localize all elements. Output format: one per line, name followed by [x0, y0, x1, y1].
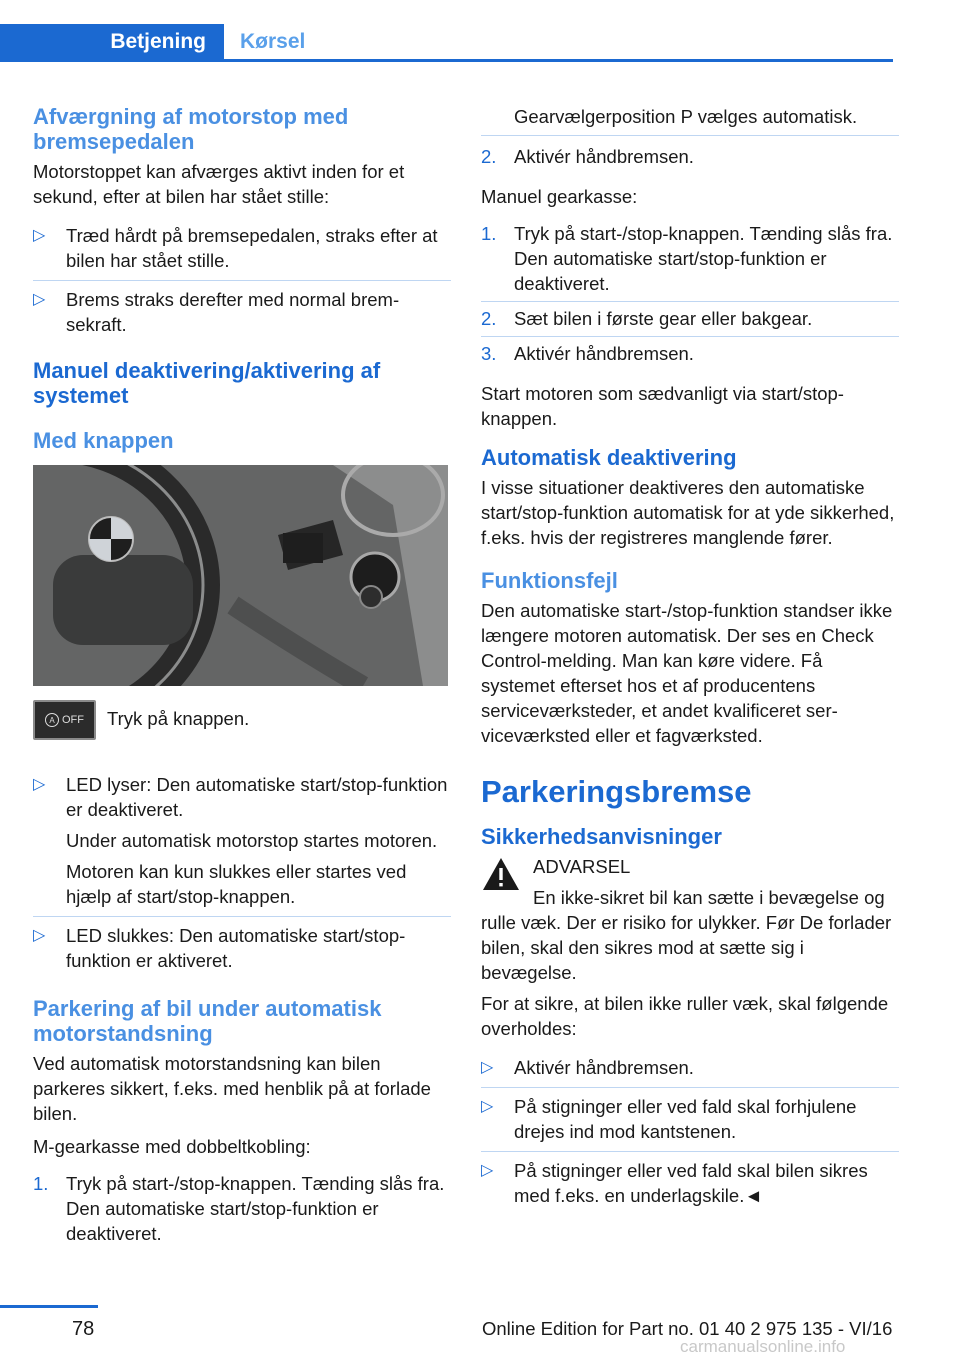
steering-wheel-photo [33, 465, 448, 686]
list-item: 2. Aktivér håndbremsen. [481, 146, 694, 167]
warning-block [481, 854, 899, 985]
mgear-list [33, 1167, 451, 1251]
triangle-bullet-icon: ▷ [481, 1059, 494, 1076]
heading-parkeringsbremse: Parkeringsbremse [481, 774, 752, 809]
steering-wheel-illustration [33, 465, 448, 686]
paragraph-mgear: M-gearkasse med dobbeltkobling: [33, 1136, 311, 1157]
led-list [33, 766, 451, 980]
triangle-bullet-icon: ▷ [481, 1162, 494, 1179]
off-button-row [33, 700, 451, 758]
tab-betjening-label: Betjening [110, 30, 206, 53]
edition-text: Online Edition for Part no. 01 40 2 975 135 - VI/16 [482, 1318, 893, 1339]
manuel-gear-list [481, 217, 899, 371]
triangle-bullet-icon: ▷ [33, 227, 46, 244]
list-item: ▷ Brems straks derefter med normal bremsekraft. [33, 289, 400, 335]
triangle-bullet-icon: ▷ [33, 291, 46, 308]
paragraph-start: Start motoren som sædvanligt via start/stop-knappen. [481, 383, 844, 429]
tab-betjening[interactable] [0, 24, 224, 60]
triangle-bullet-icon: ▷ [33, 776, 46, 793]
heading-parkering: Parkering af bil under automatisk motorstandsning [33, 996, 382, 1046]
list-item: ▷ LED lyser: Den automatiske start/stop-funktion er deaktiveret. Under automatisk motorstop startes motoren. Motoren kan kun slukkes eller startes ved hjælp af start/stop-knappen. [33, 766, 451, 917]
list-item: 3. Aktivér håndbremsen. [481, 343, 694, 364]
list-item: ▷ På stigninger eller ved fald skal forhjulene drejes ind mod kantstenen. [481, 1088, 899, 1152]
triangle-bullet-icon: ▷ [33, 927, 46, 944]
chapter-tabbar [0, 24, 893, 62]
mgear-list-continued [481, 140, 899, 174]
paragraph-auto: I visse situationer deaktiveres den automatiske start/stop-funktion automatisk for at yde sikkerhed, f.eks. hvis der registreres manglende fører. [481, 477, 895, 548]
tryk-paa-knappen: Tryk på knappen. [107, 708, 250, 729]
warning-title: ADVARSEL [533, 856, 631, 877]
list-item: ▷ Træd hårdt på bremsepedalen, straks efter at bilen har stået stille. [33, 217, 451, 281]
tab-korsel[interactable]: Kørsel [240, 30, 306, 53]
heading-manuel: Manuel deaktivering/aktivering af systemet [33, 358, 381, 408]
heading-auto-deaktivering: Automatisk deaktivering [481, 445, 737, 470]
right-column [481, 104, 899, 1225]
heading-afvaergning: Afværgning af motorstop med bremsepedalen [33, 104, 349, 154]
afvaergning-list [33, 217, 451, 344]
continued-text: Gearvælgerposition P vælges automatisk. [481, 104, 899, 136]
auto-start-stop-off-button-icon: A OFF [33, 700, 96, 740]
left-column [33, 98, 451, 1261]
heading-med-knappen: Med knappen [33, 428, 174, 453]
footer-rule [0, 1305, 98, 1308]
paragraph-parkering: Ved automatisk motorstandsning kan bilen parkeres sikkert, f.eks. med henblik på at forlade bilen. [33, 1053, 431, 1124]
auto-circle-icon: A [45, 713, 59, 727]
list-item: ▷ Aktivér håndbremsen. [481, 1049, 899, 1088]
list-item: 2. Sæt bilen i første gear eller bakgear. [481, 302, 899, 337]
warning-body: En ikke-sikret bil kan sætte i bevægelse og rulle væk. Der er risiko for ulykker. Før De forlader bilen, skal den sikres mod at sætte sig i bevægelse. [481, 887, 892, 983]
paragraph-sikre: For at sikre, at bilen ikke ruller væk, skal følgende overholdes: [481, 993, 889, 1039]
watermark: carmanualsonline.info [680, 1337, 846, 1356]
list-item: ▷ På stigninger eller ved fald skal bilen sikres med f.eks. en underlagskile.◄ [481, 1160, 868, 1206]
paragraph-fejl: Den automatiske start-/stop-funktion standser ikke længere motoren automatisk. Der ses en Check Control-melding. Man kan køre videre. Få systemet efterset hos et af producentens serviceværksteder, et andet kvalificeret serviceværksted eller et fagværksted. [481, 600, 893, 746]
list-item: 1. Tryk på start-/stop-knappen. Tænding slås fra. Den automatiske start/stop-funktion er deaktiveret. [481, 217, 899, 302]
list-item: 1. Tryk på start-/stop-knappen. Tænding slås fra. Den automatiske start/stop-funktion er deaktiveret. [33, 1173, 445, 1244]
heading-funktionsfejl: Funktionsfejl [481, 568, 618, 593]
triangle-bullet-icon: ▷ [481, 1098, 494, 1115]
page-number: 78 [72, 1318, 95, 1340]
warning-triangle-icon [481, 856, 521, 892]
paragraph-manuel-gear: Manuel gearkasse: [481, 186, 638, 207]
heading-sikkerhed: Sikkerhedsanvisninger [481, 824, 722, 849]
list-item: ▷ LED slukkes: Den automatiske start/stop-funktion er aktiveret. [33, 925, 406, 971]
sikre-list [481, 1049, 899, 1215]
paragraph-afvaergning: Motorstoppet kan afværges aktivt inden for et sekund, efter at bilen har stået stille: [33, 161, 405, 207]
